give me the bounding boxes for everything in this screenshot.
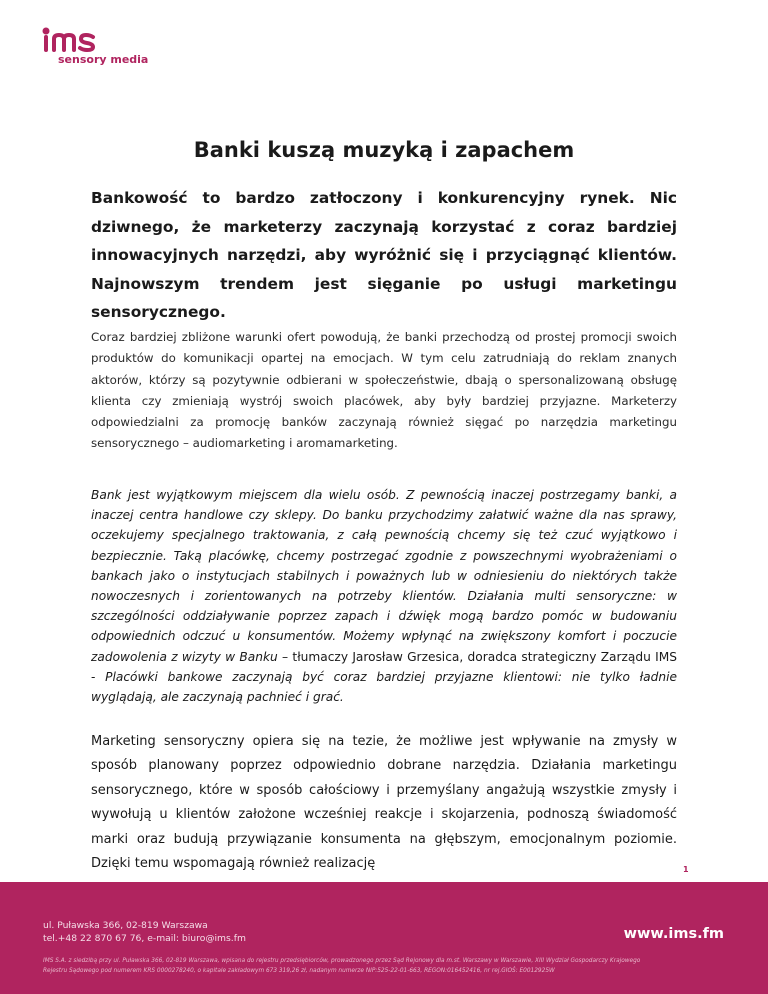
quote-text-continued: Placówki bankowe zaczynają być coraz bardziej przyjazne klientowi: nie tylko ładnie wyglądają, ale zaczynają pachnieć i grać. — [91, 669, 677, 705]
page-title: Banki kuszą muzyką i zapachem — [193, 138, 575, 162]
footer-address — [43, 919, 246, 945]
footer — [0, 882, 768, 994]
legal-line: Rejestru Sądowego pod numerem KRS 0000278240, o kapitale zakładowym 673 319,26 zł, nadanym numerze NIP:525-22-01-663, REGON:016452416, nr rej.GIOŚ: E0012925W — [43, 968, 555, 974]
body-paragraph-3: Marketing sensoryczny opiera się na tezie, że możliwe jest wpływanie na zmysły w sposób planowany poprzez odpowiednio dobrane narzędzia. Działania marketingu sensorycznego, które w sposób całościowy i przemyślany angażują wszystkie zmysły i wywołują u klientów założone wcześniej reakcje i skojarzenia, podnoszą świadomość marki oraz budują przywiązanie konsumenta na głębszym, emocjonalnym poziomie. Dzięki temu wspomagają również realizację — [91, 734, 677, 872]
quote-text: Bank jest wyjątkowym miejscem dla wielu osób. Z pewnością inaczej postrzegamy banki, a inaczej centra handlowe czy sklepy. Do banku przychodzimy załatwić ważne dla nas sprawy, oczekujemy specjalnego traktowania, z całą pewnością chcemy się też czuć wyjątkowo i bezpiecznie. Taką placówkę, chcemy postrzegać zgodnie z powszechnymi wyobrażeniami o bankach jako o instytucjach stabilnych i poważnych lub w odniesieniu do niektórych także nowoczesnych i zorientowanych na potrzeby klientów. Działania multi sensoryczne: w szczególności oddziaływanie poprzez zapach i dźwięk mogą bardzo pomóc w budowaniu odpowiednich odczuć u konsumentów. Możemy wpłynąć na zwiększony komfort i poczucie zadowolenia z wizyty w Banku — [91, 488, 677, 664]
legal-notice — [43, 956, 733, 976]
footer-address-line: ul. Puławska 366, 02-819 Warszawa — [43, 920, 208, 931]
quote-paragraph — [91, 485, 677, 707]
page-number: 1 — [683, 865, 689, 874]
ims-logo — [41, 26, 161, 72]
body-paragraph-1: Coraz bardziej zbliżone warunki ofert powodują, że banki przechodzą od prostej promocji swoich produktów do komunikacji opartej na emocjach. W tym celu zatrudniają do reklam znanych aktorów, którzy są pozytywnie odbierani w społeczeństwie, dbają o spersonalizowaną obsługę klienta czy zmieniają wystrój swoich placówek, aby były bardziej przyjazne. Marketerzy odpowiedzialni za promocję banków zaczynają również sięgać po narzędzia marketingu sensorycznego – audiomarketing i aromamarketing. — [91, 330, 677, 451]
ims-logo-mark — [41, 26, 116, 52]
lead-paragraph: Bankowość to bardzo zatłoczony i konkurencyjny rynek. Nic dziwnego, że marketerzy zaczynają korzystać z coraz bardziej innowacyjnych narzędzi, aby wyróżnić się i przyciągnąć klientów. Najnowszym trendem jest sięganie po usługi marketingu sensorycznego. — [91, 189, 677, 321]
quote-attribution: – tłumaczy Jarosław Grzesica, doradca strategiczny Zarządu IMS - — [91, 649, 677, 684]
legal-line: IMS S.A. z siedzibą przy ul. Puławska 366, 02-819 Warszawa, wpisana do rejestru przedsiębiorców, prowadzonego przez Sąd Rejonowy dla m.st. Warszawy w Warszawie, XIII Wydział Gospodarczy Krajowego — [43, 958, 641, 964]
website-link[interactable]: www.ims.fm — [623, 926, 724, 942]
footer-contact-line: tel.+48 22 870 67 76, e-mail: biuro@ims.fm — [43, 933, 246, 944]
brand-name: sensory media — [58, 53, 149, 66]
